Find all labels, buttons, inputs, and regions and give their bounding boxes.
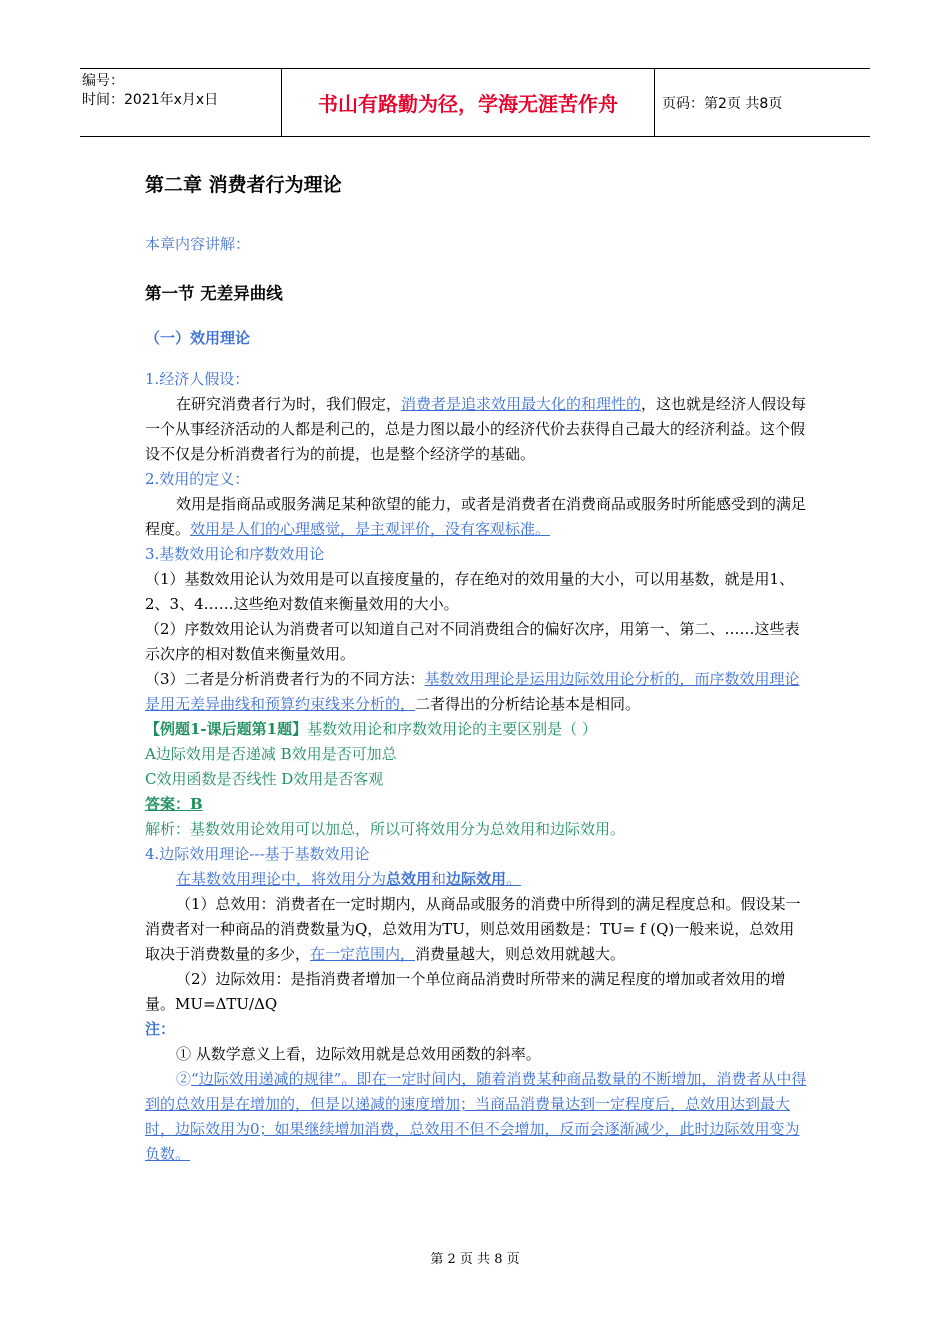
underlined-bold-run: 边际效用 <box>446 870 507 888</box>
analysis: 解析：基数效用论效用可以加总，所以可将效用分为总效用和边际效用。 <box>145 820 626 838</box>
text-run: （1）总效用：消费者在一定时期内，从商品或服务的消费中所得到的满足程度总和。假设某一消费者对一种商品的消费数量为Q，总效用为TU，则总效用函数是：TU= f (Q)一般来说，总效用取决于消费数量的多少， <box>145 895 801 963</box>
section-title: 第一节 无差异曲线 <box>145 284 283 303</box>
text-run: 消费量越大，则总效用就越大。 <box>415 945 626 963</box>
number-label: 编号： <box>82 73 124 89</box>
example-label: 【例题1-课后题第1题】 <box>145 720 308 738</box>
motto: 书山有路勤为径，学海无涯苦作舟 <box>318 92 618 116</box>
p3-heading: 3.基数效用论和序数效用论 <box>145 545 325 563</box>
intro-label: 本章内容讲解： <box>145 235 251 253</box>
p2-heading: 2.效用的定义： <box>145 470 250 488</box>
p3-item-1: （1）基数效用论认为效用是可以直接度量的，存在绝对的效用量的大小，可以用基数，就是用1、2、3、4……这些绝对数值来衡量效用的大小。 <box>145 570 795 613</box>
p2-paragraph <box>145 492 807 542</box>
underlined-run: 消费者是追求效用最大化的和理性的 <box>401 395 642 413</box>
note-label: 注： <box>145 1020 176 1038</box>
p1-paragraph <box>145 392 807 467</box>
p1-heading: 1.经济人假设： <box>145 370 250 388</box>
text-run: 二者得出的分析结论基本是相同。 <box>415 695 641 713</box>
header-left-cell <box>80 69 282 139</box>
chapter-title: 第二章 消费者行为理论 <box>145 174 342 196</box>
underlined-run: 效用是人们的心理感觉，是主观评价，没有客观标准。 <box>190 520 551 538</box>
example-options-cd: C效用函数是否线性 D效用是否客观 <box>145 770 384 788</box>
example-text: 基数效用论和序数效用论的主要区别是（ ） <box>307 720 597 738</box>
note-2-marker: ② <box>176 1070 192 1088</box>
header-table <box>80 68 870 137</box>
underlined-run: 在基数效用理论中，将效用分为 <box>176 870 387 888</box>
note-2 <box>145 1067 807 1167</box>
page-info: 页码：第2页 共8页 <box>662 95 783 112</box>
text-run: （3）二者是分析消费者行为的不同方法： <box>145 670 425 688</box>
underlined-run: 在一定范围内， <box>310 945 416 963</box>
p4-item-2: （2）边际效用：是指消费者增加一个单位商品消费时所带来的满足程度的增加或者效用的增量。MU=ΔTU/ΔQ <box>145 970 786 1013</box>
subsection-title: （一）效用理论 <box>145 329 251 347</box>
example-question <box>145 717 807 742</box>
answer-text: 答案：B <box>145 795 203 813</box>
p4-intro <box>145 867 807 892</box>
time-label: 时间：2021年x月x日 <box>82 92 219 108</box>
underlined-bold-run: 总效用 <box>386 870 432 888</box>
example-options-ab: A边际效用是否递减 B效用是否可加总 <box>145 745 397 763</box>
note-1: ① 从数学意义上看，边际效用就是总效用函数的斜率。 <box>176 1045 541 1063</box>
p4-item-1 <box>145 892 807 967</box>
underlined-run: 和 <box>431 870 447 888</box>
header-divider <box>654 69 655 136</box>
text-run: ，这也就是经济人假设每一个从事经济活动的人都是利己的，总是力图以最小的经济代价去获得自己最大的经济利益。这个假设不仅是分析消费者行为的前提，也是整个经济学的基础。 <box>145 395 807 463</box>
underlined-run: 基数效用理论是运用边际效用论分析的，而序数效用理论是用无差异曲线和预算约束线来分析的， <box>145 670 800 713</box>
body-text <box>145 367 807 1167</box>
document-body <box>145 165 807 1167</box>
p3-item-3 <box>145 667 807 717</box>
text-run: 在研究消费者行为时，我们假定， <box>176 395 402 413</box>
page-footer: 第 2 页 共 8 页 <box>430 1252 520 1267</box>
p4-heading: 4.边际效用理论---基于基数效用论 <box>145 845 370 863</box>
p3-item-2: （2）序数效用论认为消费者可以知道自己对不同消费组合的偏好次序，用第一、第二、……这些表示次序的相对数值来衡量效用。 <box>145 620 800 663</box>
text-run: 效用是指商品或服务满足某种欲望的能力，或者是消费者在消费商品或服务时所能感受到的满足程度。 <box>145 495 807 538</box>
answer <box>145 792 807 817</box>
underlined-run: “边际效用递减的规律”。即在一定时间内，随着消费某种商品数量的不断增加，消费者从中得到的总效用是在增加的，但是以递减的速度增加；当商品消费量达到一定程度后，总效用达到最大时，边际效用为0；如果继续增加消费，总效用不但不会增加，反而会逐渐减少，此时边际效用变为负数。 <box>145 1070 807 1163</box>
underlined-run: 。 <box>506 870 522 888</box>
